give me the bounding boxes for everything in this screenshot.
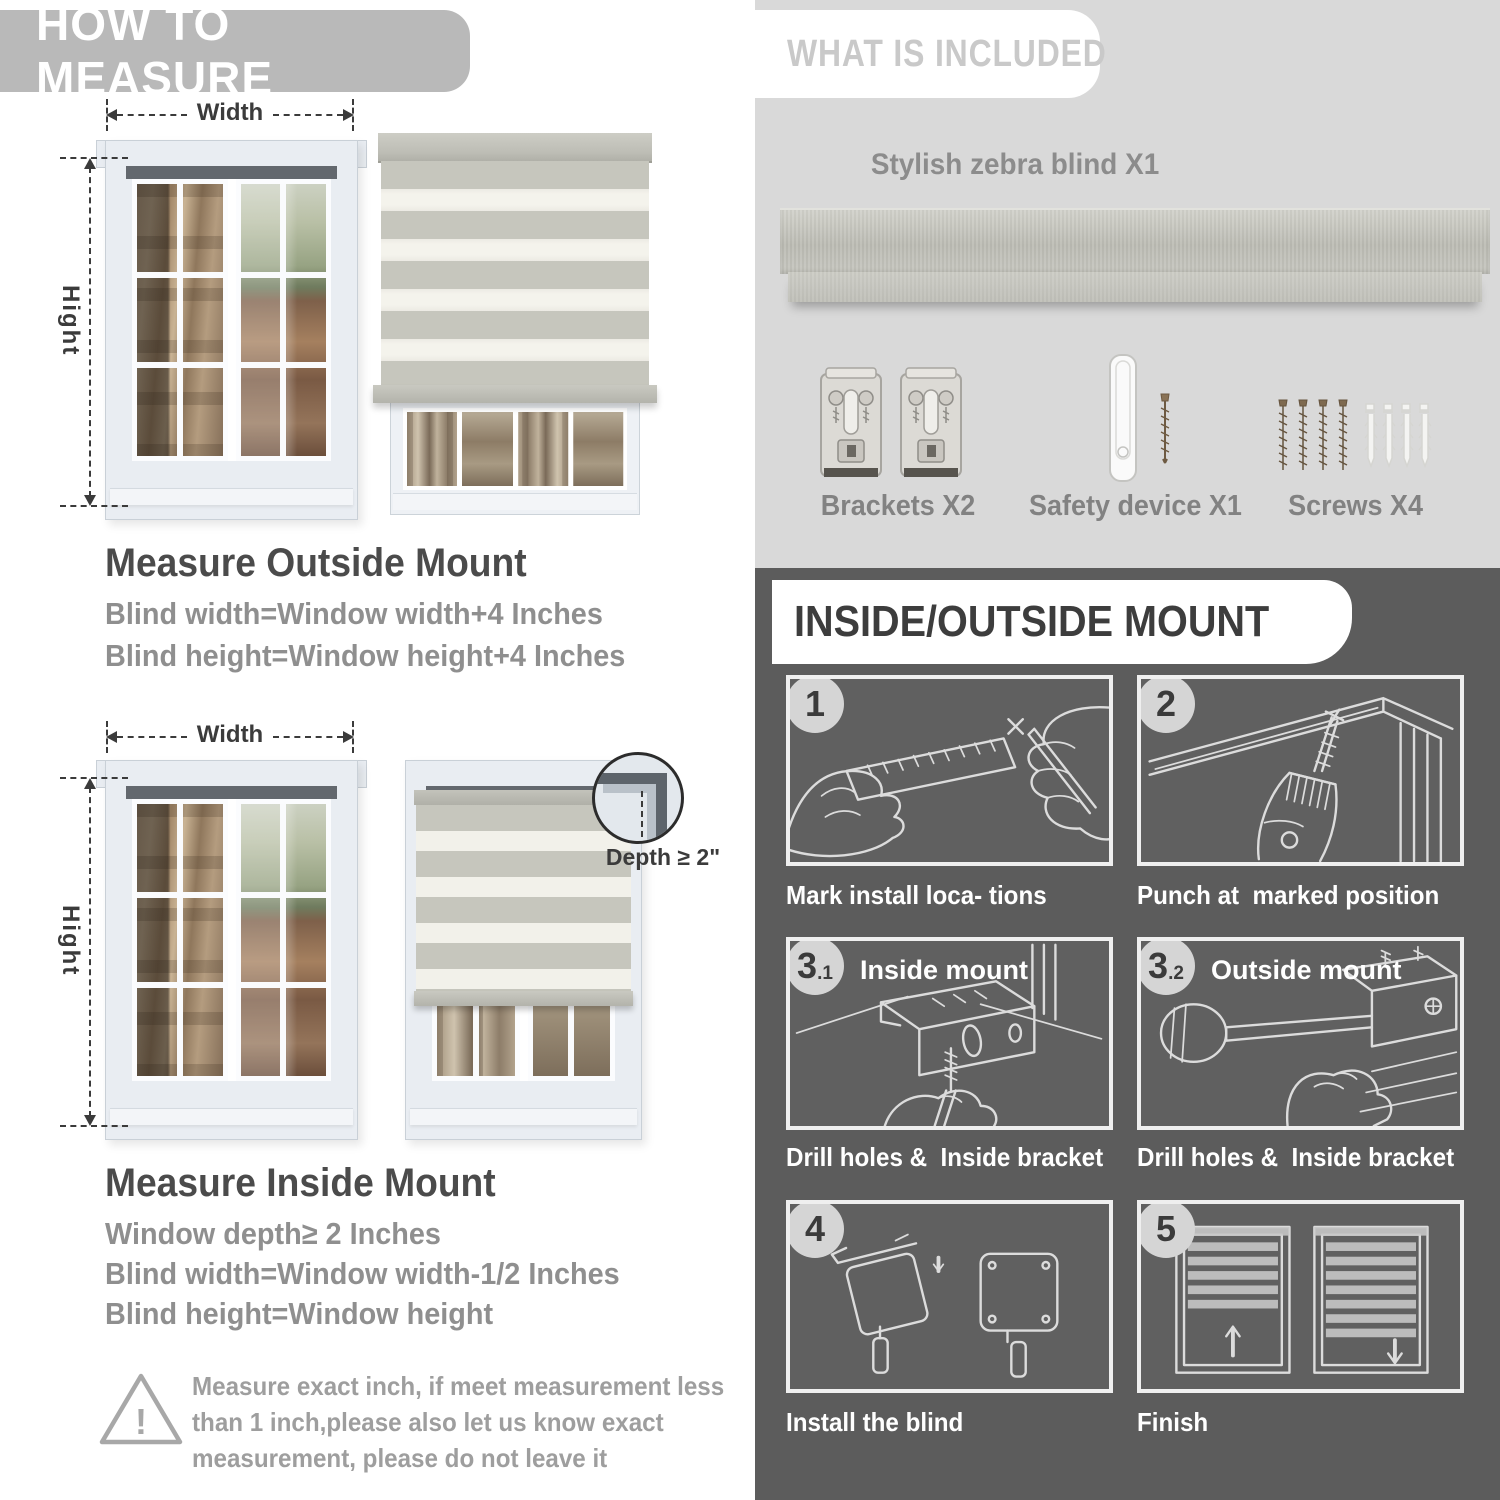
what-is-included-title: WHAT IS INCLUDED bbox=[787, 32, 1107, 75]
inside-outside-mount-title: INSIDE/OUTSIDE MOUNT bbox=[794, 597, 1270, 646]
screws-label: Screws X4 bbox=[1288, 490, 1423, 522]
zebra-blind-outside-illustration bbox=[378, 133, 652, 513]
blind-stripes bbox=[381, 161, 649, 385]
step-number-badge: 4 bbox=[786, 1200, 844, 1258]
step-caption-3-1: Drill holes & Inside bracket bbox=[786, 1142, 1104, 1172]
step-panel-4 bbox=[786, 1200, 1113, 1393]
step-number-badge: 3 .1 bbox=[786, 937, 844, 995]
inside-mount-title: Measure Inside Mount bbox=[105, 1161, 496, 1205]
height-label: Hight bbox=[57, 905, 84, 977]
step-panel-3-2 bbox=[1137, 937, 1464, 1130]
step-caption-2: Punch at marked position bbox=[1137, 880, 1440, 910]
dimension-tick bbox=[352, 99, 354, 131]
screws-icon bbox=[1276, 398, 1354, 478]
width-dimension-annotation bbox=[106, 99, 354, 126]
bracket-icon bbox=[898, 366, 964, 488]
window-behind-blind bbox=[390, 401, 640, 515]
blind-bottom-rail bbox=[373, 385, 657, 403]
window-outside-mount-illustration bbox=[105, 140, 358, 520]
what-is-included-banner bbox=[755, 10, 1107, 98]
product-title: Stylish zebra blind X1 bbox=[870, 148, 1160, 181]
zebra-blind-fascia-photo bbox=[788, 272, 1482, 302]
step-caption-5: Finish bbox=[1137, 1407, 1209, 1437]
screw-icon bbox=[1158, 392, 1172, 472]
brackets-label: Brackets X2 bbox=[820, 490, 976, 522]
width-dimension-annotation bbox=[106, 721, 354, 748]
step-panel-1 bbox=[786, 675, 1113, 866]
outside-mount-rule-height: Blind height=Window height+4 Inches bbox=[105, 638, 626, 673]
bracket-icon bbox=[818, 366, 884, 488]
inside-outside-mount-banner bbox=[772, 580, 1352, 664]
width-label: Width bbox=[196, 721, 264, 748]
height-dimension-annotation bbox=[84, 778, 96, 1126]
outside-mount-rule-width: Blind width=Window width+4 Inches bbox=[105, 596, 603, 631]
arrow-down-icon bbox=[84, 495, 96, 506]
step-panel-3-1 bbox=[786, 937, 1113, 1130]
height-label: Hight bbox=[57, 285, 84, 357]
inside-mount-rule-depth: Window depth≥ 2 Inches bbox=[105, 1216, 441, 1251]
exclamation-mark: ! bbox=[135, 1401, 147, 1442]
step-panel-2 bbox=[1137, 675, 1464, 866]
inside-mount-rule-height: Blind height=Window height bbox=[105, 1296, 494, 1331]
arrow-down-icon bbox=[84, 1115, 96, 1126]
blind-headrail bbox=[378, 133, 652, 163]
inside-mount-rule-width: Blind width=Window width-1/2 Inches bbox=[105, 1256, 620, 1291]
step-number-badge: 2 bbox=[1137, 675, 1195, 733]
step-number-badge: 1 bbox=[786, 675, 844, 733]
measurement-warning-text: Measure exact inch, if meet measurement less than 1 inch,please also let us know exact measurement, please do not leave it bbox=[192, 1371, 725, 1473]
zebra-blind-headrail-photo bbox=[780, 208, 1490, 274]
step-inner-label: Outside mount bbox=[1211, 955, 1402, 985]
warning-triangle-icon bbox=[96, 1368, 186, 1450]
step-caption-1: Mark install loca- tions bbox=[786, 880, 1047, 910]
how-to-measure-banner bbox=[0, 0, 470, 104]
safety-device-label: Safety device X1 bbox=[1028, 490, 1242, 522]
wall-anchors-icon bbox=[1362, 402, 1434, 476]
dimension-tick bbox=[106, 99, 108, 131]
step-caption-3-2: Drill holes & Inside bracket bbox=[1137, 1142, 1455, 1172]
step-caption-4: Install the blind bbox=[786, 1407, 964, 1437]
step-panel-5 bbox=[1137, 1200, 1464, 1393]
step-inner-label: Inside mount bbox=[860, 955, 1028, 985]
step-number-badge: 3 .2 bbox=[1137, 937, 1195, 995]
step-number-badge: 5 bbox=[1137, 1200, 1195, 1258]
depth-note: Depth ≥ 2" bbox=[605, 844, 721, 870]
outside-mount-title: Measure Outside Mount bbox=[105, 541, 527, 585]
window-inside-mount-illustration bbox=[105, 760, 358, 1140]
safety-device-icon bbox=[1106, 352, 1140, 484]
how-to-measure-title: HOW TO MEASURE bbox=[36, 0, 274, 104]
depth-magnifier-icon bbox=[592, 752, 684, 844]
width-label: Width bbox=[196, 99, 264, 126]
height-dimension-annotation bbox=[84, 158, 96, 506]
